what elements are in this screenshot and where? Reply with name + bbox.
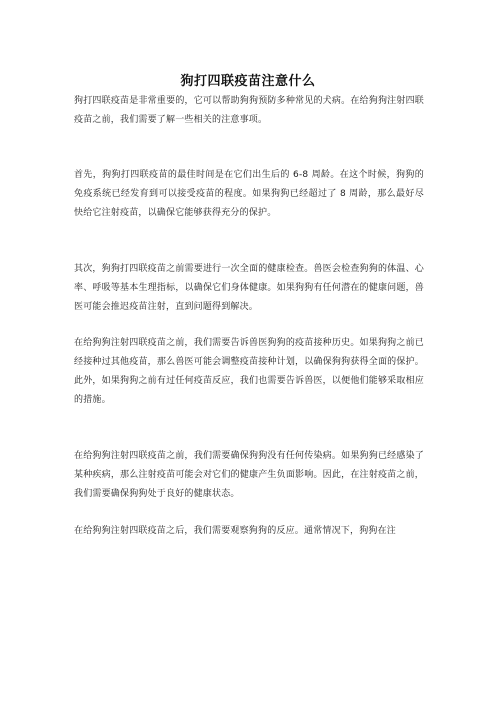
paragraph-4: 在给狗狗注射四联疫苗之前，我们需要告诉兽医狗狗的疫苗接种历史。如果狗狗之前已经接种过其他疫苗，那么兽医可能会调整疫苗接种计划，以确保狗狗获得全面的保护。此外，如果狗狗之前有过任何疫苗反应，我们也需要告诉兽医，以便他们能够采取相应的措施。 xyxy=(74,338,424,405)
paragraph-3: 其次，狗狗打四联疫苗之前需要进行一次全面的健康检查。兽医会检查狗狗的体温、心率、呼吸等基本生理指标，以确保它们身体健康。如果狗狗有任何潜在的健康问题，兽医可能会推迟疫苗注射，直到问题得到解决。 xyxy=(74,264,424,312)
document-title: 狗打四联疫苗注意什么 xyxy=(180,73,316,89)
paragraph-5: 在给狗狗注射四联疫苗之前，我们需要确保狗狗没有任何传染病。如果狗狗已经感染了某种疾病，那么注射疫苗可能会对它们的健康产生负面影响。因此，在注射疫苗之前，我们需要确保狗狗处于良好的健康状态。 xyxy=(74,451,424,499)
paragraph-2: 首先，狗狗打四联疫苗的最佳时间是在它们出生后的 6-8 周龄。在这个时候，狗狗的免疫系统已经发育到可以接受疫苗的程度。如果狗狗已经超过了 8 周龄，那么最好尽快给它注射疫苗，以确保它能够获得充分的保护。 xyxy=(74,170,424,218)
paragraph-1: 狗打四联疫苗是非常重要的，它可以帮助狗狗预防多种常见的犬病。在给狗狗注射四联疫苗之前，我们需要了解一些相关的注意事项。 xyxy=(74,96,424,125)
paragraph-6: 在给狗狗注射四联疫苗之后，我们需要观察狗狗的反应。通常情况下，狗狗在注 xyxy=(74,526,397,536)
